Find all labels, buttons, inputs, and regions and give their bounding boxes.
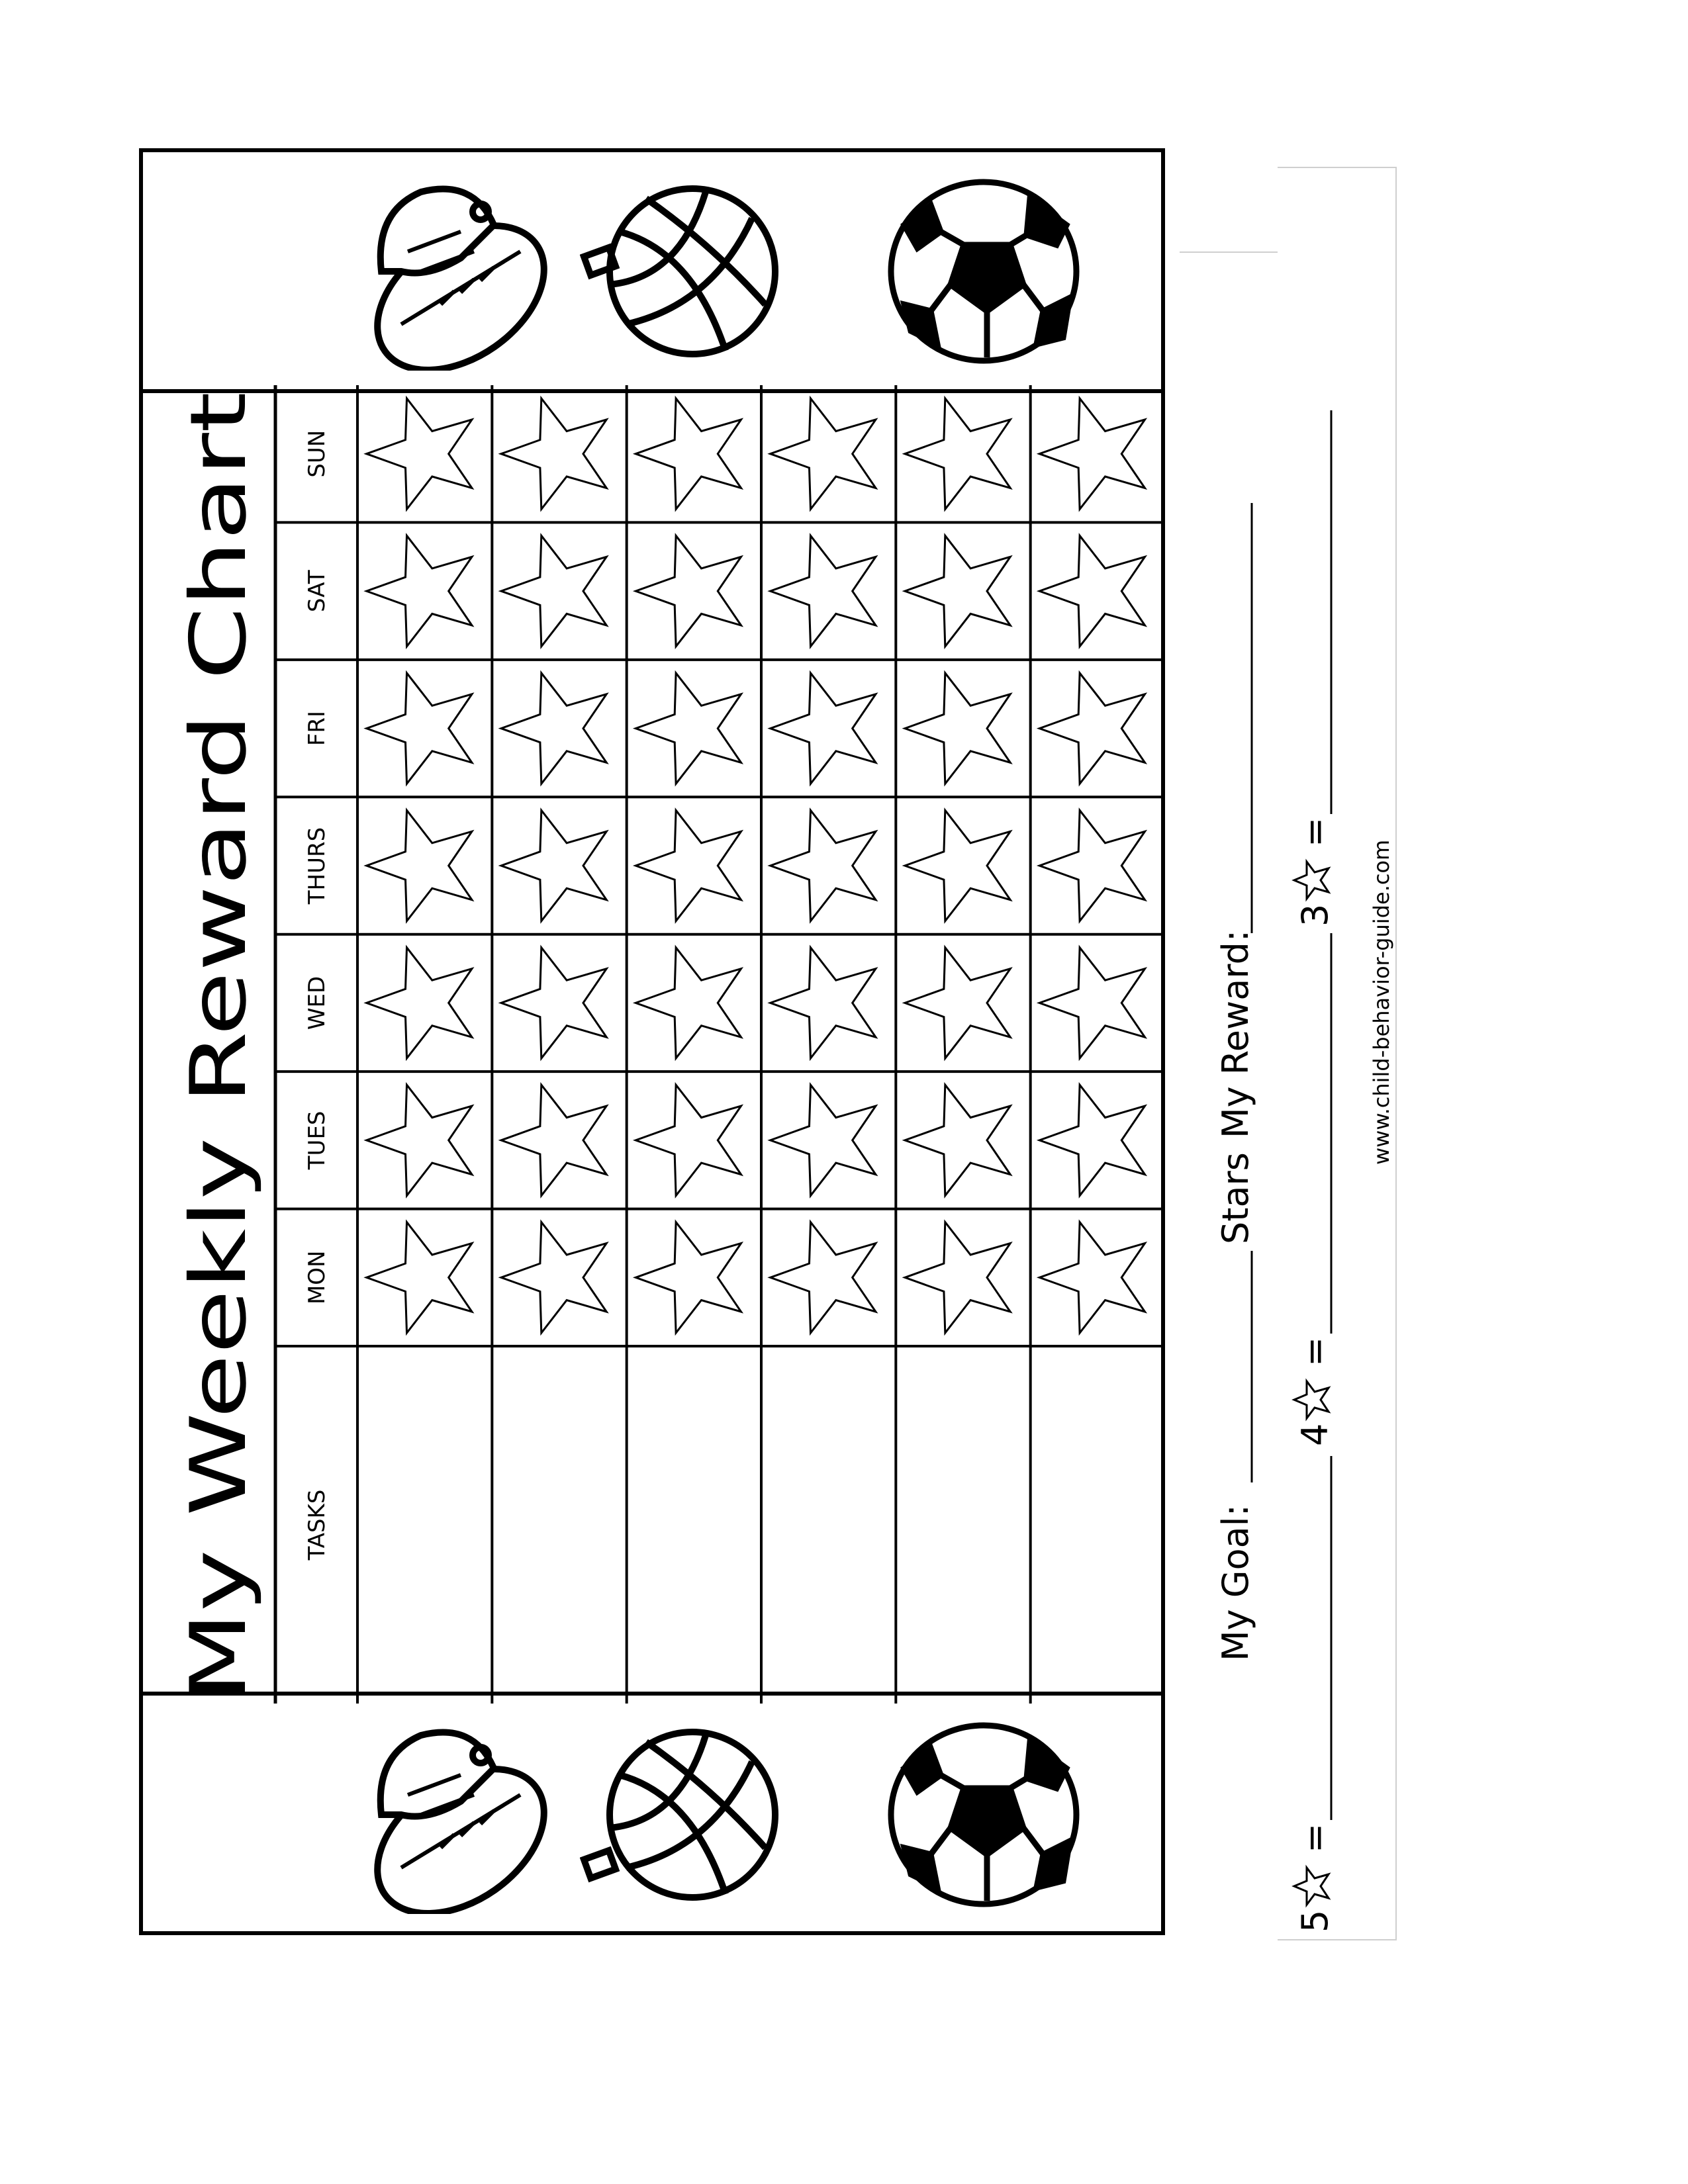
reward-4-equals: = [1294, 1336, 1336, 1367]
soccer-ball-icon [878, 1715, 1090, 1917]
day-header-wed: WED [304, 976, 330, 1030]
reward-3-count: 3 [1294, 903, 1336, 927]
day-header-sun: SUN [304, 430, 330, 478]
tasks-header: TASKS [304, 1489, 330, 1561]
reward-5-count: 5 [1294, 1909, 1336, 1933]
football-helmet-icon [361, 172, 586, 373]
reward-label: My Reward: [1215, 929, 1256, 1138]
reward-4-count: 4 [1294, 1423, 1336, 1446]
goal-reward-area [1178, 159, 1443, 1985]
column-headers [139, 385, 1165, 1704]
star-icon [1294, 1381, 1329, 1418]
website-text: www.child-behavior-guide.com [1369, 839, 1394, 1165]
day-header-thurs: THURS [304, 827, 330, 905]
day-header-sat: SAT [304, 570, 330, 612]
soccer-ball-icon [878, 172, 1090, 373]
star-icon [1294, 862, 1329, 899]
beach-ball-icon [580, 172, 792, 373]
sports-band-top [143, 152, 1161, 393]
football-helmet-icon [361, 1715, 586, 1917]
day-header-tues: TUES [304, 1111, 330, 1170]
reward-3-equals: = [1294, 817, 1336, 847]
reward-5-equals: = [1294, 1823, 1336, 1853]
chart-title: My Weekly Reward Chart [174, 743, 263, 1702]
day-header-mon: MON [304, 1250, 330, 1305]
beach-ball-icon [580, 1715, 792, 1917]
goal-label: My Goal: [1215, 1504, 1256, 1661]
sports-band-bottom [143, 1692, 1161, 1931]
stars-label: Stars [1215, 1152, 1256, 1244]
day-header-fri: FRI [304, 710, 330, 747]
star-icon [1294, 1868, 1329, 1905]
